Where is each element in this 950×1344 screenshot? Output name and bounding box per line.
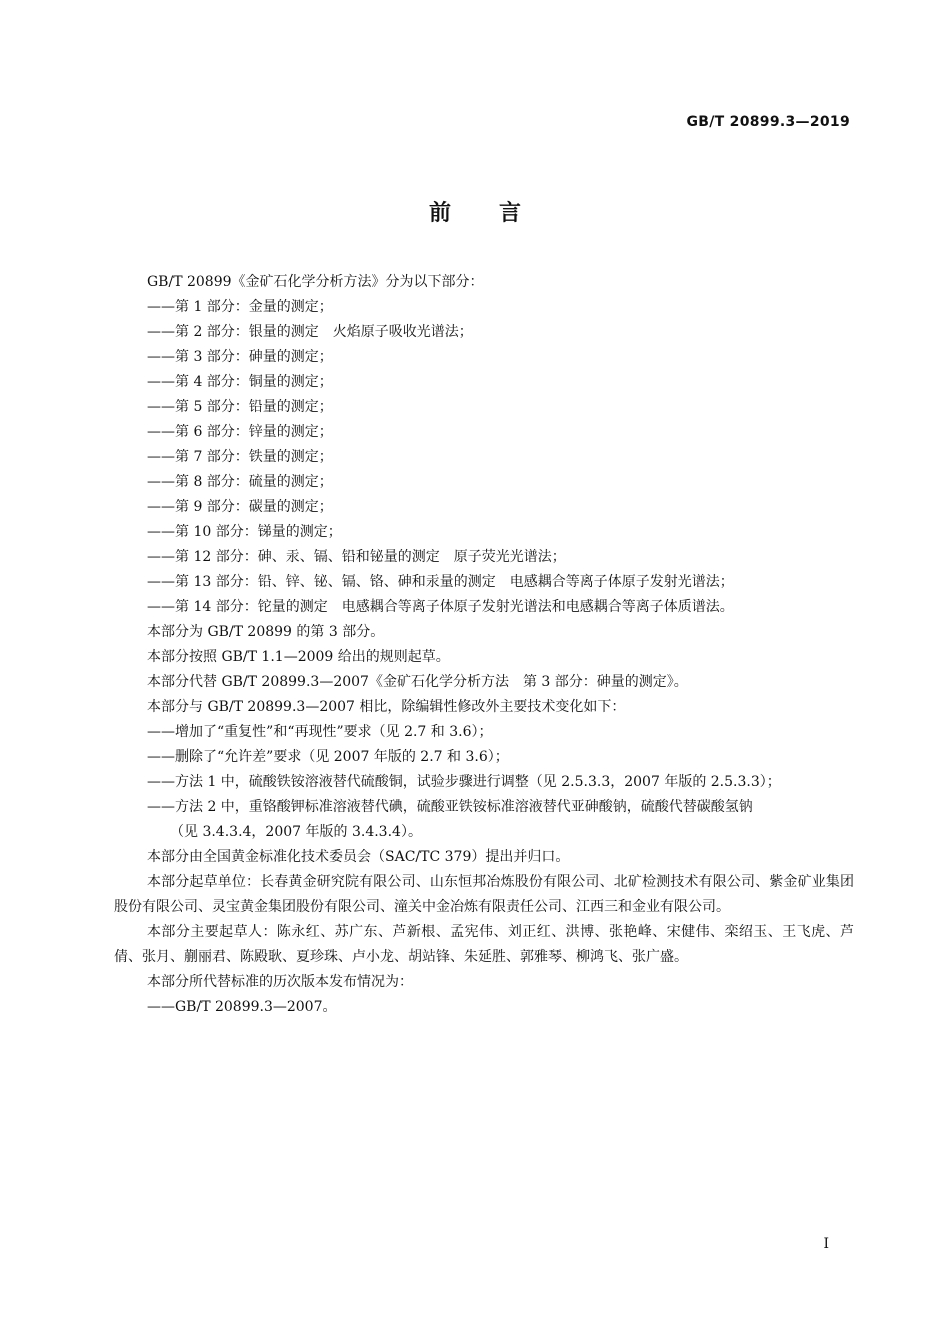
paragraph: 本部分由全国黄金标准化技术委员会（SAC/TC 379）提出并归口。 <box>147 849 570 865</box>
list-item: ——第 5 部分：铅量的测定； <box>147 399 333 415</box>
paragraph: 本部分与 GB/T 20899.3—2007 相比，除编辑性修改外主要技术变化如下： <box>147 699 626 715</box>
list-item: ——第 1 部分：金量的测定； <box>147 299 333 315</box>
list-item: ——方法 2 中，重铬酸钾标准溶液替代碘，硫酸亚铁铵标准溶液替代亚砷酸钠，硫酸代替碳酸氢钠 <box>147 799 753 815</box>
list-item: ——第 2 部分：银量的测定 火焰原子吸收光谱法； <box>147 324 473 340</box>
page-number: I <box>823 1236 829 1252</box>
list-item: ——第 10 部分：锑量的测定； <box>147 524 342 540</box>
paragraph: 本部分按照 GB/T 1.1—2009 给出的规则起草。 <box>147 649 450 665</box>
paragraph: 本部分为 GB/T 20899 的第 3 部分。 <box>147 624 385 640</box>
paragraph: 本部分所代替标准的历次版本发布情况为： <box>147 974 413 990</box>
paragraph: 本部分起草单位：长春黄金研究院有限公司、山东恒邦冶炼股份有限公司、北矿检测技术有限公司、紫金矿业集团股份有限公司、灵宝黄金集团股份有限公司、潼关中金冶炼有限责任公司、江西三和金业有限公司。 <box>114 874 854 915</box>
list-item: ——GB/T 20899.3—2007。 <box>147 999 337 1015</box>
paragraph: GB/T 20899《金矿石化学分析方法》分为以下部分： <box>147 274 484 290</box>
list-item: ——第 14 部分：铊量的测定 电感耦合等离子体原子发射光谱法和电感耦合等离子体质谱法。 <box>147 599 734 615</box>
list-item: ——增加了“重复性”和“再现性”要求（见 2.7 和 3.6）； <box>147 724 493 740</box>
list-item: ——第 7 部分：铁量的测定； <box>147 449 333 465</box>
list-item: ——方法 1 中，硫酸铁铵溶液替代硫酸铜，试验步骤进行调整（见 2.5.3.3，2007 年版的 2.5.3.3）； <box>147 774 781 790</box>
page-title: 前言 <box>428 201 569 226</box>
list-item: ——第 12 部分：砷、汞、镉、铅和铋量的测定 原子荧光光谱法； <box>147 549 566 565</box>
list-item: ——第 13 部分：铅、锌、铋、镉、铬、砷和汞量的测定 电感耦合等离子体原子发射光谱法； <box>147 574 734 590</box>
list-item: ——第 6 部分：锌量的测定； <box>147 424 333 440</box>
list-item: ——第 8 部分：硫量的测定； <box>147 474 333 490</box>
list-item: ——第 4 部分：铜量的测定； <box>147 374 333 390</box>
list-item: （见 3.4.3.4，2007 年版的 3.4.3.4）。 <box>170 824 422 840</box>
list-item: ——第 3 部分：砷量的测定； <box>147 349 333 365</box>
foreword-body <box>114 270 854 1020</box>
paragraph: 本部分主要起草人：陈永红、苏广东、芦新根、孟宪伟、刘正红、洪博、张艳峰、宋健伟、栾绍玉、王飞虎、芦倩、张月、蒯丽君、陈殿耿、夏珍珠、卢小龙、胡站锋、朱延胜、郭雅琴、柳鸿飞、张广盛。 <box>114 924 854 965</box>
list-item: ——第 9 部分：碳量的测定； <box>147 499 333 515</box>
list-item: ——删除了“允许差”要求（见 2007 年版的 2.7 和 3.6）； <box>147 749 509 765</box>
paragraph: 本部分代替 GB/T 20899.3—2007《金矿石化学分析方法 第 3 部分：砷量的测定》。 <box>147 674 688 690</box>
standard-code: GB/T 20899.3—2019 <box>686 114 850 130</box>
